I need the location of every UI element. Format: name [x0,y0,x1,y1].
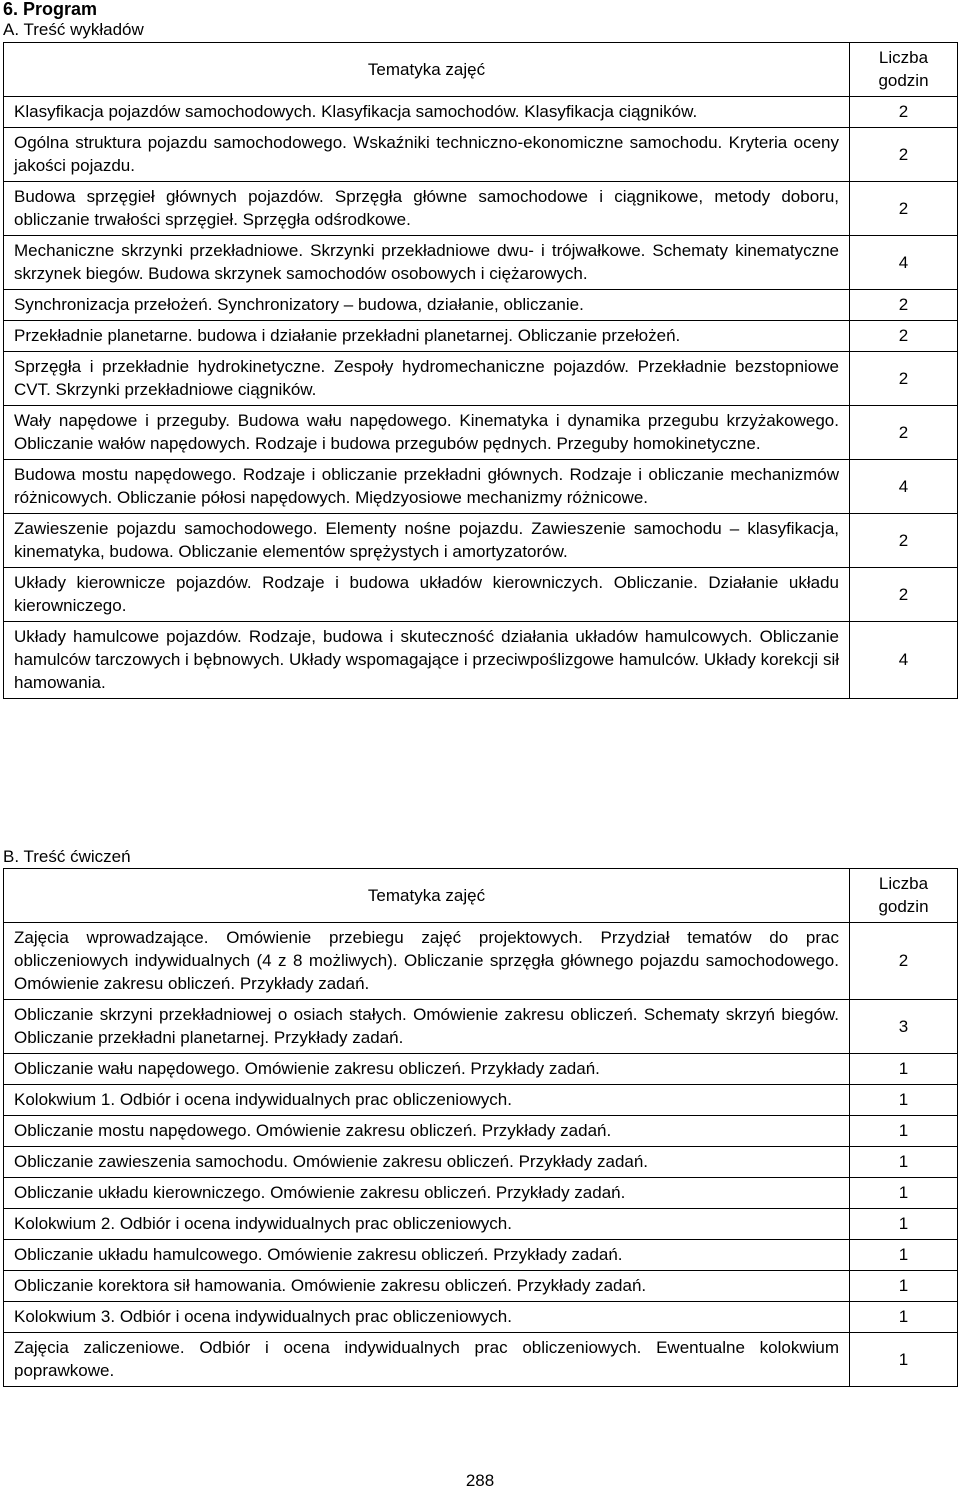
table-row [4,321,958,352]
topic-cell: Kolokwium 2. Odbiór i ocena indywidualnych prac obliczeniowych. [4,1209,850,1240]
table-row [4,290,958,321]
hours-cell: 2 [850,321,958,352]
hours-cell: 2 [850,182,958,236]
hours-cell: 4 [850,622,958,699]
topic-cell: Obliczanie układu hamulcowego. Omówienie zakresu obliczeń. Przykłady zadań. [4,1240,850,1271]
table-row [4,1054,958,1085]
topic-cell: Budowa sprzęgieł głównych pojazdów. Sprzęgła główne samochodowe i ciągnikowe, metody doboru, obliczanie trwałości sprzęgieł. Sprzęgła odśrodkowe. [4,182,850,236]
table-row [4,1240,958,1271]
table-row [4,1209,958,1240]
hours-cell: 1 [850,1271,958,1302]
page-number: 288 [465,1471,495,1490]
hours-cell: 1 [850,1054,958,1085]
topic-cell: Układy kierownicze pojazdów. Rodzaje i budowa układów kierowniczych. Obliczanie. Działanie układu kierowniczego. [4,568,850,622]
topic-cell: Kolokwium 1. Odbiór i ocena indywidualnych prac obliczeniowych. [4,1085,850,1116]
hours-cell: 2 [850,97,958,128]
table-row [4,460,958,514]
table-row [4,622,958,699]
hours-cell: 3 [850,1000,958,1054]
table-row [4,1178,958,1209]
topic-cell: Kolokwium 3. Odbiór i ocena indywidualnych prac obliczeniowych. [4,1302,850,1333]
table-row [4,128,958,182]
table-row [4,97,958,128]
table-row [4,236,958,290]
topic-cell: Zajęcia zaliczeniowe. Odbiór i ocena indywidualnych prac obliczeniowych. Ewentualne kolokwium poprawkowe. [4,1333,850,1387]
table-row [4,1302,958,1333]
hours-cell: 1 [850,1178,958,1209]
lectures-title: A. Treść wykładów [3,20,144,39]
table-row [4,514,958,568]
table-row [4,1116,958,1147]
table-row [4,1085,958,1116]
topic-cell: Zawieszenie pojazdu samochodowego. Elementy nośne pojazdu. Zawieszenie samochodu – klasyfikacja, kinematyka, budowa. Obliczanie elementów sprężystych i amortyzatorów. [4,514,850,568]
hours-cell: 1 [850,1147,958,1178]
exercises-title: B. Treść ćwiczeń [3,847,131,866]
exercises-table [3,868,958,1387]
topic-column-header: Tematyka zajęć [4,43,850,97]
table-row [4,923,958,1000]
topic-cell: Sprzęgła i przekładnie hydrokinetyczne. Zespoły hydromechaniczne pojazdów. Przekładnie bezstopniowe CVT. Skrzynki przekładniowe ciągników. [4,352,850,406]
topic-cell: Obliczanie mostu napędowego. Omówienie zakresu obliczeń. Przykłady zadań. [4,1116,850,1147]
table-row [4,1333,958,1387]
table-row [4,352,958,406]
topic-cell: Wały napędowe i przeguby. Budowa wału napędowego. Kinematyka i dynamika przegubu krzyżakowego. Obliczanie wałów napędowych. Rodzaje i budowa przegubów pędnych. Przeguby homokinetyczne. [4,406,850,460]
section-title: 6. Program [3,0,98,19]
hours-column-header: Liczba godzin [850,43,958,97]
hours-cell: 1 [850,1333,958,1387]
table-row [4,1271,958,1302]
topic-cell: Klasyfikacja pojazdów samochodowych. Klasyfikacja samochodów. Klasyfikacja ciągników. [4,97,850,128]
table-header-row [4,43,958,97]
table-header-row [4,869,958,923]
topic-cell: Mechaniczne skrzynki przekładniowe. Skrzynki przekładniowe dwu- i trójwałkowe. Schematy kinematyczne skrzynek biegów. Budowa skrzynek samochodów osobowych i ciężarowych. [4,236,850,290]
hours-cell: 4 [850,236,958,290]
topic-cell: Obliczanie skrzyni przekładniowej o osiach stałych. Omówienie zakresu obliczeń. Schematy skrzyń biegów. Obliczanie przekładni planetarnej. Przykłady zadań. [4,1000,850,1054]
table-row [4,182,958,236]
hours-cell: 2 [850,290,958,321]
hours-cell: 4 [850,460,958,514]
topic-cell: Ogólna struktura pojazdu samochodowego. Wskaźniki techniczno-ekonomiczne samochodu. Kryteria oceny jakości pojazdu. [4,128,850,182]
hours-cell: 2 [850,352,958,406]
hours-cell: 1 [850,1116,958,1147]
hours-cell: 2 [850,128,958,182]
hours-column-header: Liczba godzin [850,869,958,923]
hours-cell: 1 [850,1209,958,1240]
table-row [4,1000,958,1054]
hours-cell: 1 [850,1085,958,1116]
topic-column-header: Tematyka zajęć [4,869,850,923]
table-row [4,1147,958,1178]
table-row [4,406,958,460]
topic-cell: Obliczanie zawieszenia samochodu. Omówienie zakresu obliczeń. Przykłady zadań. [4,1147,850,1178]
table-row [4,568,958,622]
topic-cell: Zajęcia wprowadzające. Omówienie przebiegu zajęć projektowych. Przydział tematów do prac obliczeniowych indywidualnych (4 z 8 możliwych). Obliczanie sprzęgła głównego pojazdu samochodowego. Omówienie zakresu obliczeń. Przykłady zadań. [4,923,850,1000]
hours-cell: 2 [850,514,958,568]
hours-cell: 1 [850,1302,958,1333]
hours-cell: 2 [850,568,958,622]
topic-cell: Układy hamulcowe pojazdów. Rodzaje, budowa i skuteczność działania układów hamulcowych. Obliczanie hamulców tarczowych i bębnowych. Układy wspomagające i przeciwpoślizgowe hamulców. Układy korekcji sił hamowania. [4,622,850,699]
hours-cell: 2 [850,406,958,460]
topic-cell: Obliczanie korektora sił hamowania. Omówienie zakresu obliczeń. Przykłady zadań. [4,1271,850,1302]
topic-cell: Synchronizacja przełożeń. Synchronizatory – budowa, działanie, obliczanie. [4,290,850,321]
hours-cell: 2 [850,923,958,1000]
topic-cell: Obliczanie wału napędowego. Omówienie zakresu obliczeń. Przykłady zadań. [4,1054,850,1085]
topic-cell: Budowa mostu napędowego. Rodzaje i obliczanie przekładni głównych. Rodzaje i obliczanie mechanizmów różnicowych. Obliczanie półosi napędowych. Międzyosiowe mechanizmy różnicowe. [4,460,850,514]
hours-cell: 1 [850,1240,958,1271]
topic-cell: Przekładnie planetarne. budowa i działanie przekładni planetarnej. Obliczanie przełożeń. [4,321,850,352]
lectures-table [3,42,958,699]
topic-cell: Obliczanie układu kierowniczego. Omówienie zakresu obliczeń. Przykłady zadań. [4,1178,850,1209]
